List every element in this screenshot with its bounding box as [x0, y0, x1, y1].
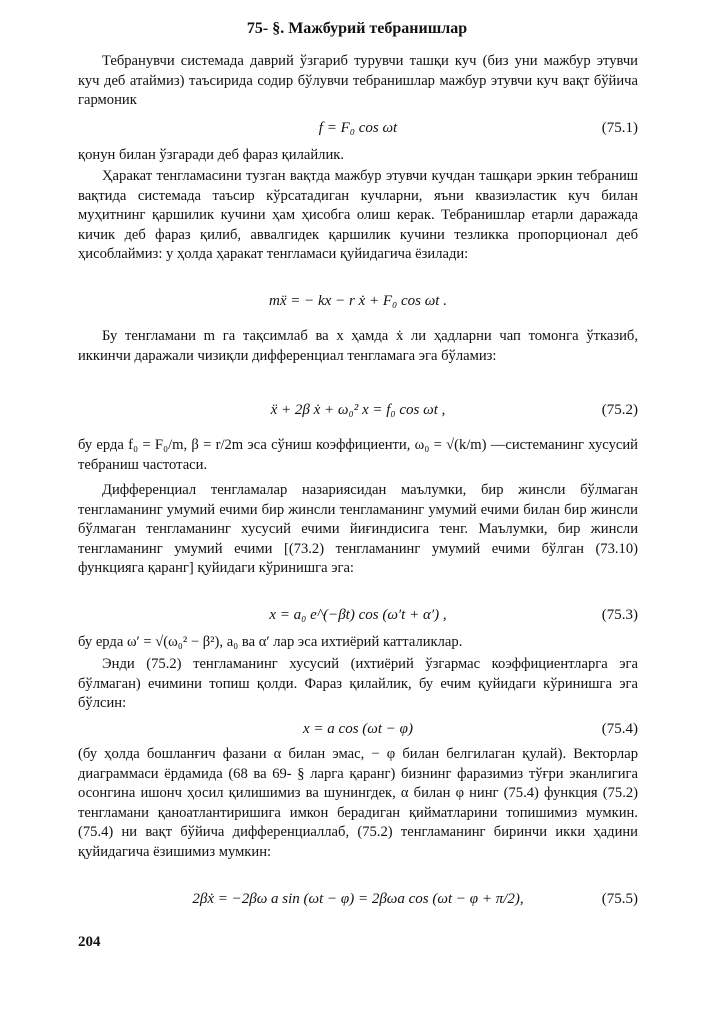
equation-formula: f = F₀ cos ωt	[318, 120, 398, 136]
paragraph-5: бу ерда f₀ = F₀/m, β = r/2m эса сўниш коэффициенти, ω₀ = √(k/m) —системанинг хусусий тебраниш частотаси.	[78, 437, 638, 473]
equation-number: (75.2)	[601, 402, 638, 418]
equation-75-4	[78, 717, 638, 741]
equation-formula: 2βẋ = −2βω a sin (ωt − φ) = 2βωa cos (ωt − φ + π/2),	[192, 891, 524, 907]
paragraph-3: Ҳаракат тенгламасини тузган вақтда мажбур этувчи кучдан ташқари эркин тебраниш вақтида системада таъсир кўрсатадиган кучларни, яъни квазиэластик куч билан муҳитнинг қаршилик кучини ҳам ҳисобга олиш керак. Тебранишлар етарли даражада кичик деб фараз қилиб, аввалгидек қаршилик кучини тезликка пропорционал деб ҳисоблаймиз: у ҳолда ҳаракат тенгламаси қуйидагича ёзилади:	[78, 168, 638, 263]
equation-number: (75.3)	[601, 607, 638, 623]
equation-75-1	[78, 116, 638, 140]
section-title: 75- §. Мажбурий тебранишлар	[246, 20, 468, 37]
paragraph-9: (бу ҳолда бошланғич фазани α билан эмас, − φ билан белгилаган қулай). Векторлар диаграммаси ёрдамида (68 ва 69- § ларга қаранг) бизнинг фаразимиз тўғри эканлигига осонгина ишонч ҳосил қилишимиз ва шунингдек, α билан φ нинг (75.4) функция (75.2) тенгламани қаноатлантиришига имкон берадиган қийматларини топишимиз мумкин. (75.4) ни вақт бўйича дифференциаллаб, (75.2) тенгламанинг биринчи икки ҳадини қуйидагича ёзишимиз мумкин:	[78, 746, 638, 860]
equation-motion	[78, 289, 638, 313]
equation-formula: ẍ + 2β ẋ + ω₀² x = f₀ cos ωt ,	[270, 402, 446, 418]
equation-formula: x = a₀ e^(−βt) cos (ω′t + α′) ,	[269, 607, 447, 623]
page-number: 204	[78, 934, 101, 950]
paragraph-1: Тебранувчи системада даврий ўзгариб турувчи ташқи куч (биз уни мажбур этувчи куч деб атаймиз) таъсирида содир бўлувчи тебранишлар мажбур этувчи куч вақт бўйича гармоник	[78, 53, 638, 109]
equation-75-3	[78, 603, 638, 627]
paragraph-2: қонун билан ўзгаради деб фараз қилайлик.	[78, 147, 344, 163]
equation-75-2	[78, 398, 638, 422]
paragraph-7: бу ерда ω′ = √(ω₀² − β²), a₀ ва α′ лар эса ихтиёрий катталиклар.	[78, 634, 463, 650]
equation-75-5	[78, 887, 638, 911]
equation-formula: mẍ = − kx − r ẋ + F₀ cos ωt .	[269, 293, 447, 309]
equation-formula: x = a cos (ωt − φ)	[303, 721, 413, 737]
paragraph-4: Бу тенгламани m га тақсимлаб ва x ҳамда ẋ ли ҳадларни чап томонга ўтказиб, иккинчи даражали чизиқли дифференциал тенгламага эга бўламиз:	[78, 328, 638, 364]
paragraph-6: Дифференциал тенгламалар назариясидан маълумки, бир жинсли бўлмаган тенгламанинг умумий ечими бир жинсли тенгламанинг умумий ечими билан бир жинсли бўлмаган тенгламанинг хусусий ечими йиғиндисига тенг. Маълумки, бир жинсли тенгламанинг умумий ечими [(73.2) тенгламанинг умумий ечими бўлган (73.10) функцияга қаранг] қуйидаги кўринишга эга:	[78, 482, 638, 577]
equation-number: (75.4)	[601, 721, 638, 737]
paragraph-8: Энди (75.2) тенгламанинг хусусий (ихтиёрий ўзгармас коэффициентларга эга бўлмаган) ечимини топиш қолди. Фараз қилайлик, бу ечим қуйидаги кўринишга эга бўлсин:	[78, 656, 638, 712]
equation-number: (75.5)	[601, 891, 638, 907]
equation-number: (75.1)	[601, 120, 638, 136]
